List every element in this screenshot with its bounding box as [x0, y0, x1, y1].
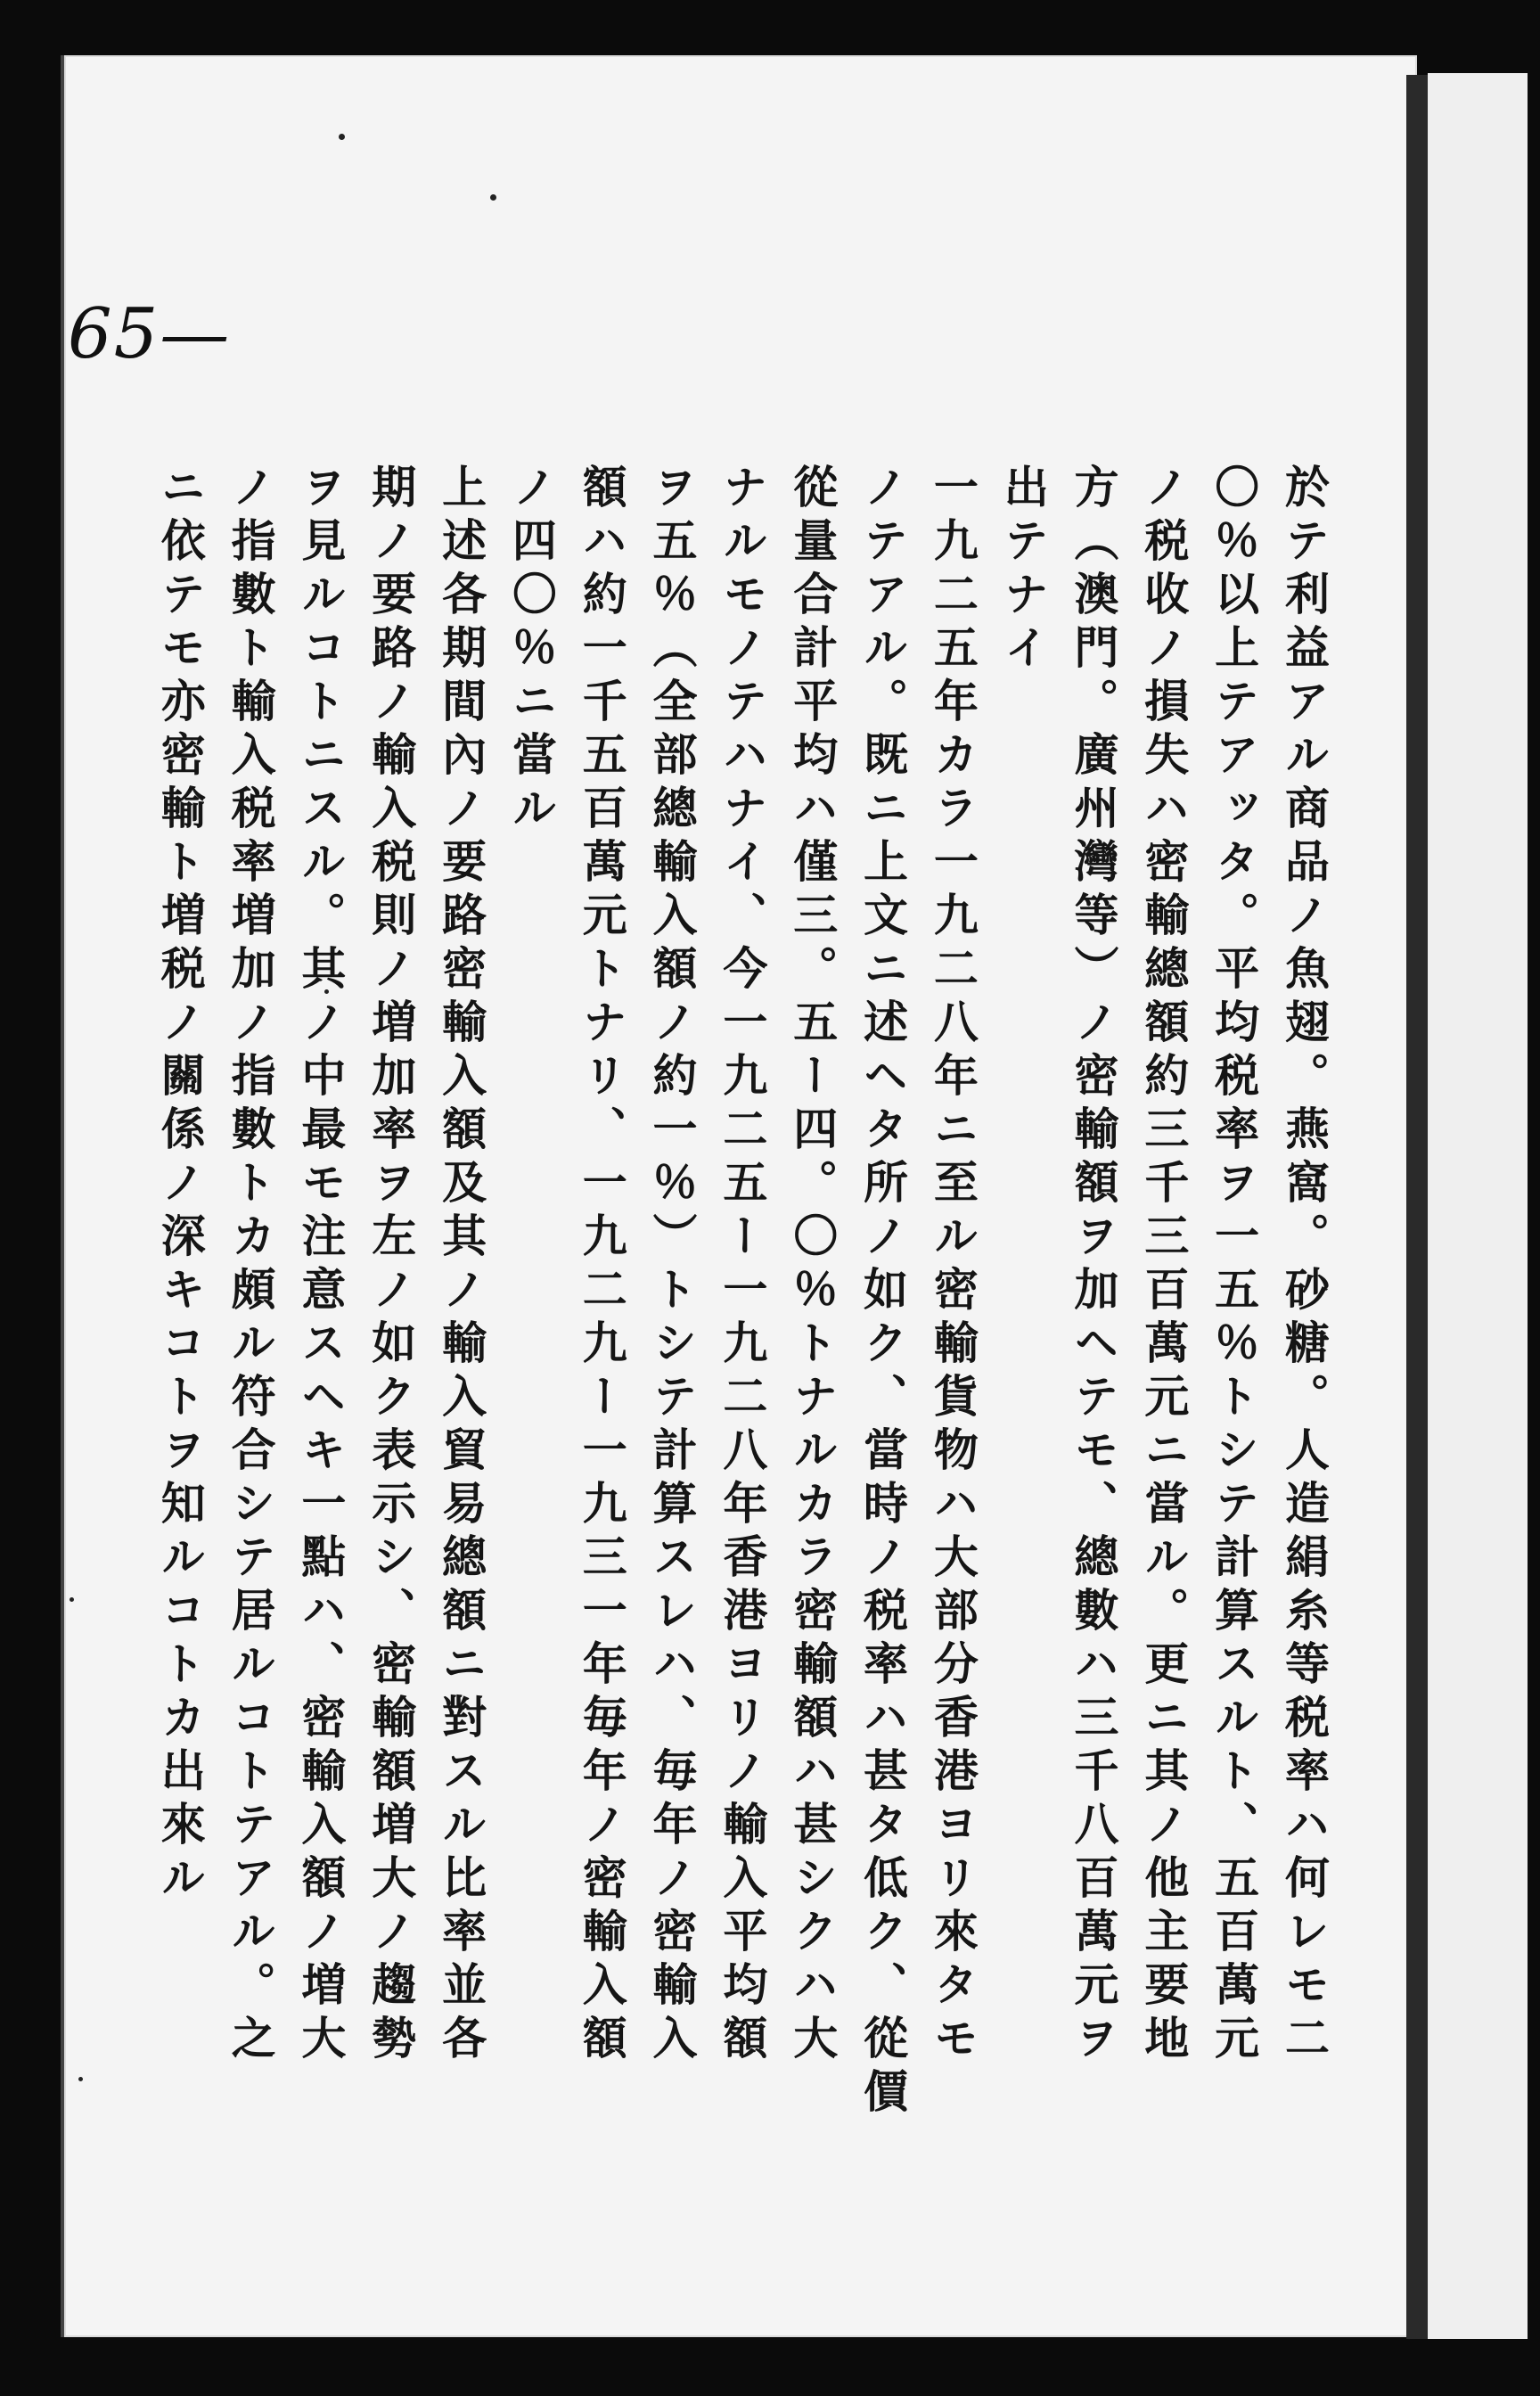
text-column: 從量合計平均ハ僅三。五ー四。〇％トナルカラ密輸額ハ甚シクハ大	[786, 464, 840, 2068]
text-column: ノ税收ノ損失ハ密輸總額約三千三百萬元ニ當ル。更ニ其ノ他主要地	[1137, 464, 1191, 2068]
text-column: 於テ利益アル商品ノ魚翅。燕窩。砂糖。人造絹糸等税率ハ何レモ二	[1278, 464, 1331, 2068]
text-column: ノ四〇％ニ當ル	[504, 464, 558, 838]
print-speck	[78, 2077, 83, 2081]
text-column: 額ハ約一千五百萬元トナリ、一九二九ー一九三一年毎年ノ密輸入額	[575, 464, 628, 2068]
text-column: 一九二五年カラ一九二八年ニ至ル密輸貨物ハ大部分香港ヨリ來タモ	[926, 464, 979, 2068]
text-column: ナルモノテハナイ、今一九二五ー一九二八年香港ヨリノ輸入平均額	[716, 464, 769, 2068]
text-column: ノテアル。既ニ上文ニ述ヘタ所ノ如ク、當時ノ税率ハ甚タ低ク、從價	[856, 464, 910, 2121]
book-gutter	[1406, 75, 1428, 2339]
text-column: ヲ五％（全部總輸入額ノ約一％）トシテ計算スレハ、毎年ノ密輸入	[645, 464, 699, 2068]
vertical-text-body	[152, 464, 1346, 2246]
text-column: 期ノ要路ノ輸入税則ノ増加率ヲ左ノ如ク表示シ、密輸額増大ノ趨勢	[365, 464, 418, 2068]
text-column: ノ指數ト輸入税率増加ノ指數トカ頗ル符合シテ居ルコトテアル。之	[224, 464, 277, 2068]
text-column: 出テナイ	[996, 464, 1050, 677]
adjacent-page-edge	[1428, 73, 1528, 2339]
print-speck	[339, 134, 345, 140]
text-column: 〇％以上テアッタ。平均税率ヲ一五％トシテ計算スルト、五百萬元	[1208, 464, 1261, 2068]
text-column: 方（澳門。廣州灣等）ノ密輸額ヲ加ヘテモ、總數ハ三千八百萬元ヲ	[1067, 464, 1120, 2068]
text-column: ヲ見ルコトニスル。其ノ中最モ注意スヘキ一點ハ、密輸入額ノ増大	[294, 464, 348, 2068]
print-speck	[70, 1597, 74, 1602]
text-column: 上述各期間內ノ要路密輸入額及其ノ輸入貿易總額ニ對スル比率並各	[435, 464, 488, 2068]
text-column: ニ依テモ亦密輸ト増税ノ關係ノ深キコトヲ知ルコトカ出來ル	[153, 464, 207, 1908]
print-speck	[490, 194, 496, 201]
page-number: 65—	[68, 294, 232, 374]
